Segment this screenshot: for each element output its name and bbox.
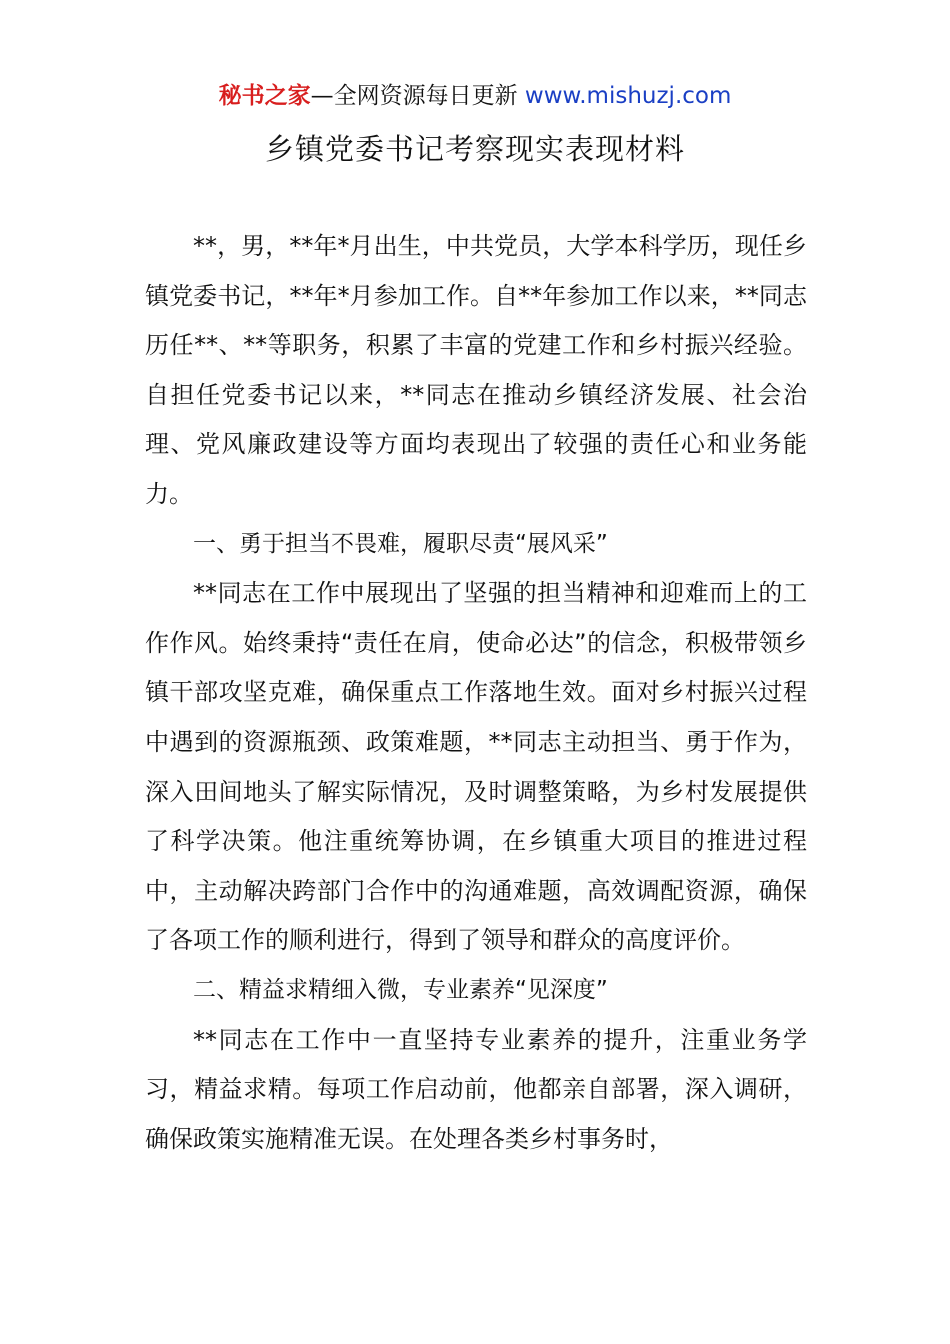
site-url-link[interactable]: www.mishuzj.com [524, 83, 732, 109]
document-title: 乡镇党委书记考察现实表现材料 [264, 132, 685, 166]
header-dash: — [310, 83, 334, 109]
intro-paragraph: **，男，**年*月出生，中共党员，大学本科学历，现任乡镇党委书记，**年*月参加工作。自**年参加工作以来，**同志历任**、**等职务，积累了丰富的党建工作和乡村振兴经验。自担任党委书记以来，**同志在推动乡镇经济发展、社会治理、党风廉政建设等方面均表现出了较强的责任心和业务能力。 [145, 232, 807, 508]
section-heading-1: 一、勇于担当不畏难，履职尽责“展风采” [193, 530, 608, 557]
section-2-paragraph: **同志在工作中一直坚持专业素养的提升，注重业务学习，精益求精。每项工作启动前，他都亲自部署，深入调研，确保政策实施精准无误。在处理各类乡村事务时， [145, 1025, 807, 1153]
site-tagline: 全网资源每日更新 [333, 83, 518, 109]
section-heading-2: 二、精益求精细入微，专业素养“见深度” [193, 976, 608, 1003]
site-name: 秘书之家 [218, 83, 311, 109]
site-header [0, 80, 950, 112]
section-1-paragraph: **同志在工作中展现出了坚强的担当精神和迎难而上的工作作风。始终秉持“责任在肩，使命必达”的信念，积极带领乡镇干部攻坚克难，确保重点工作落地生效。面对乡村振兴过程中遇到的资源瓶颈、政策难题，**同志主动担当、勇于作为，深入田间地头了解实际情况，及时调整策略，为乡村发展提供了科学决策。他注重统筹协调，在乡镇重大项目的推进过程中，主动解决跨部门合作中的沟通难题，高效调配资源，确保了各项工作的顺利进行，得到了领导和群众的高度评价。 [145, 579, 807, 955]
document-body [145, 222, 807, 1164]
